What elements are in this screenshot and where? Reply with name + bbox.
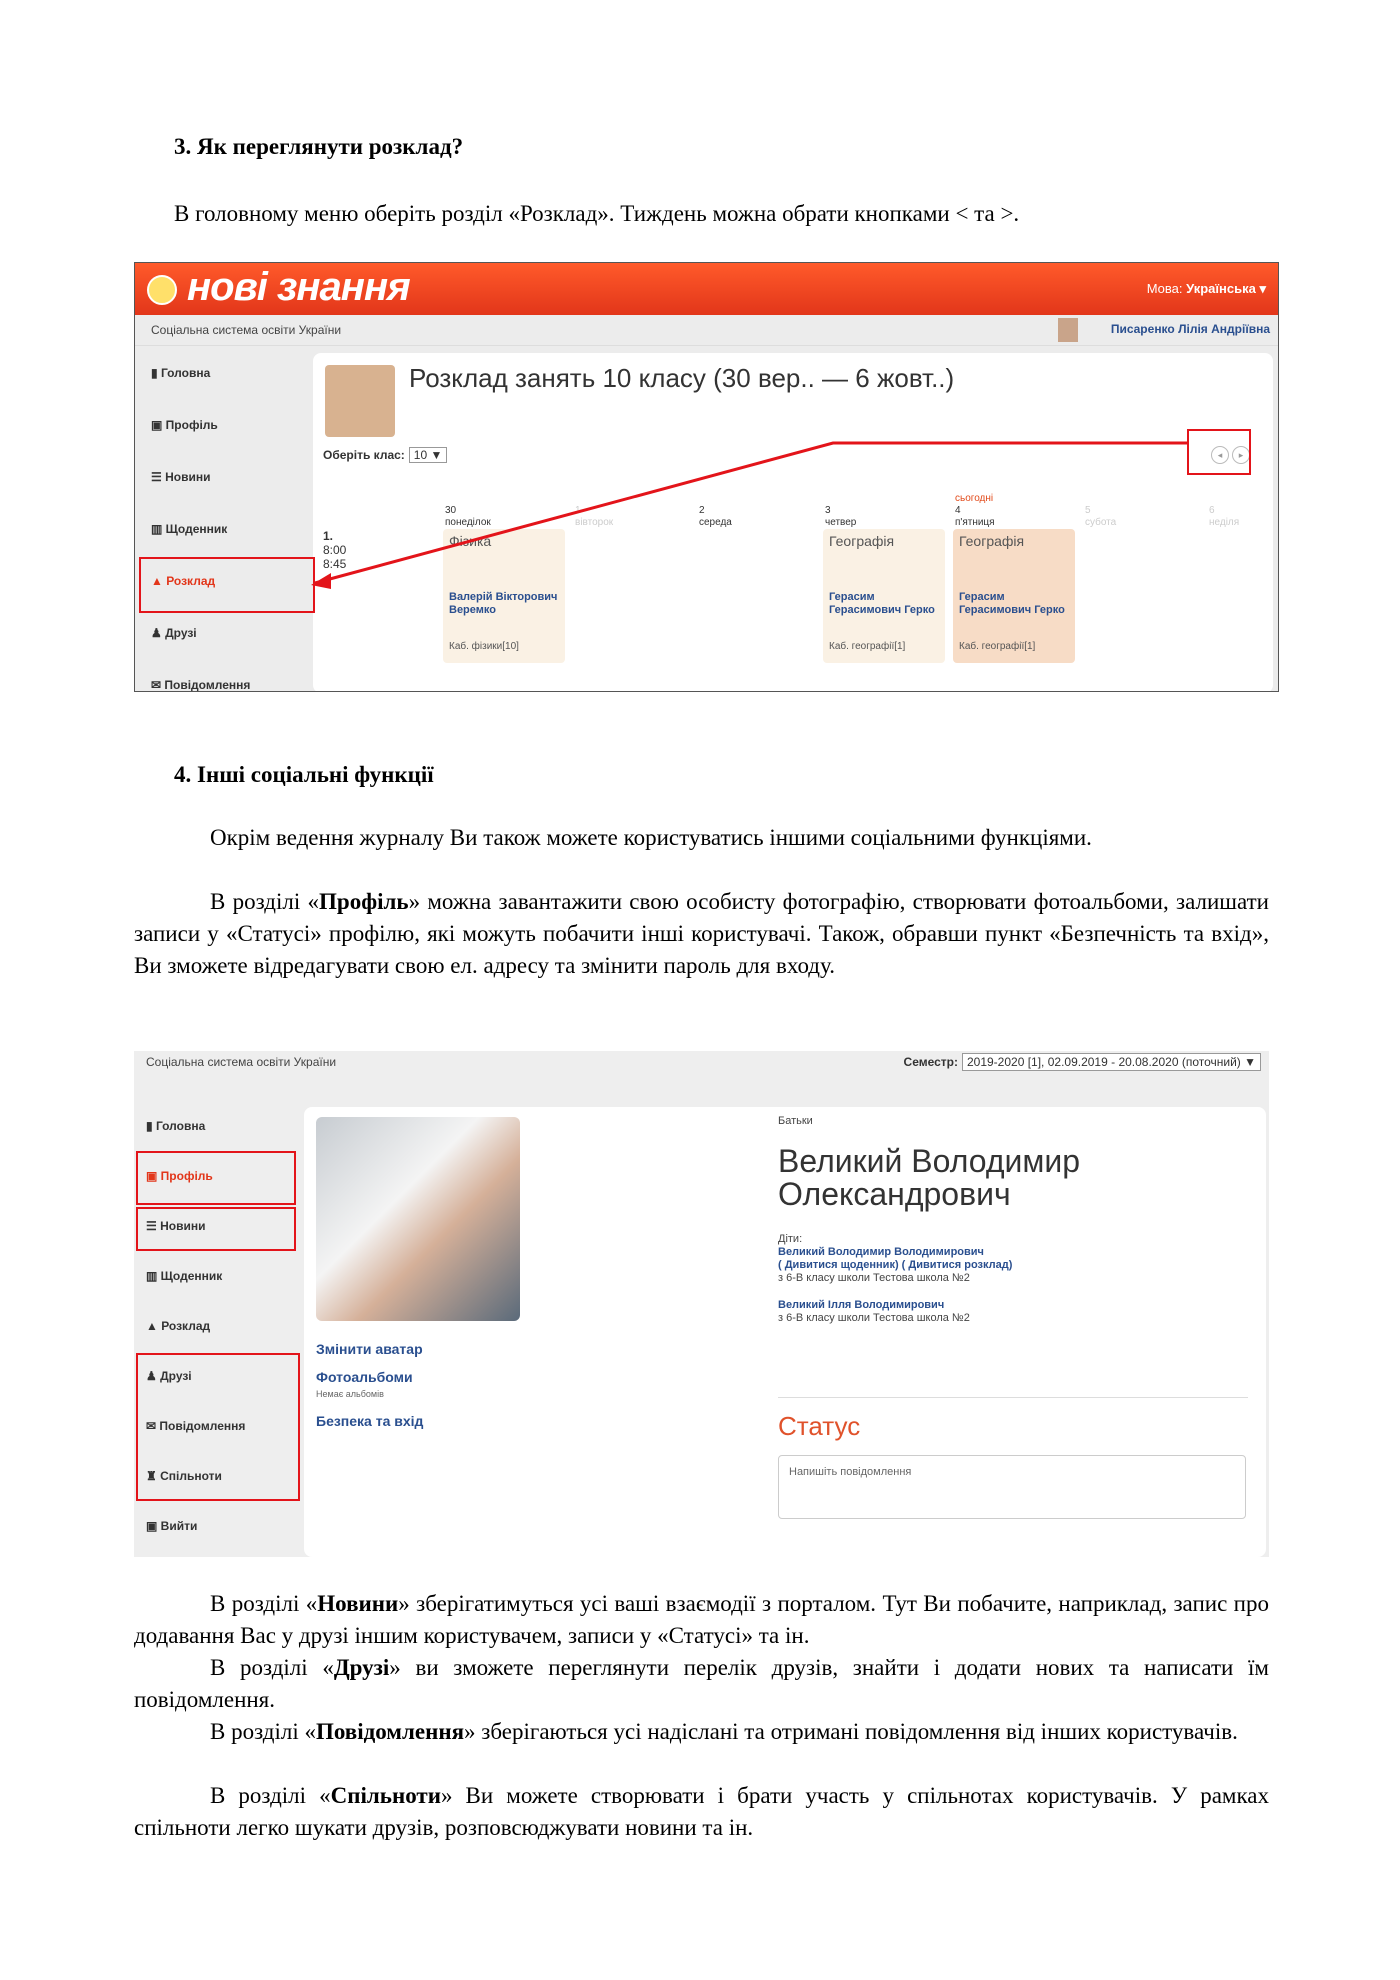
divider (778, 1397, 1248, 1398)
sidebar-item-news[interactable]: ☰ Новини (146, 1219, 206, 1233)
lesson-time: 1. 8:00 8:45 (323, 529, 347, 571)
next-week-button[interactable]: ▸ (1232, 446, 1250, 464)
user-name-link[interactable]: Писаренко Лілія Андріївна (1110, 322, 1270, 336)
highlight-news (136, 1207, 296, 1251)
lesson-card[interactable]: Географія Герасим Герасимович Герко Каб. географії[1] (823, 529, 945, 663)
language-selector[interactable]: Мова: Українська ▾ (1146, 281, 1266, 296)
logo: нові знання (187, 265, 410, 309)
sidebar-item-news[interactable]: ☰ Новини (151, 470, 211, 484)
day-header: 30 понеділок (445, 505, 491, 528)
site-subtitle: Соціальна система освіти України (151, 323, 342, 337)
prev-week-button[interactable]: ◂ (1211, 446, 1229, 464)
para-communities: В розділі «Спільноти» Ви можете створювати і брати участь у спільнотах користувачів. У рамках спільноти легко шукати друзів, розповсюджувати новини та ін. (134, 1783, 1269, 1840)
status-input[interactable]: Напишіть повідомлення (778, 1455, 1246, 1519)
section4-p1: Окрім ведення журналу Ви також можете користуватись іншими соціальними функціями. (210, 825, 1092, 850)
para-friends: В розділі «Друзі» ви зможете переглянути перелік друзів, знайти і додати нових та написати їм повідомлення. (134, 1655, 1269, 1712)
arrow (135, 263, 1278, 691)
sidebar-item-schedule[interactable]: ▲ Розклад (151, 574, 216, 588)
day-header: 2 середа (699, 505, 732, 528)
change-avatar-link[interactable]: Змінити аватар (316, 1341, 423, 1357)
day-header: 3 четвер (825, 505, 857, 528)
sidebar-item-messages[interactable]: ✉ Повідомлення (151, 678, 251, 692)
sidebar-item-home[interactable]: ▮ Головна (146, 1119, 206, 1133)
sidebar-item-friends[interactable]: ♟ Друзі (151, 626, 197, 640)
highlight-profile (136, 1151, 296, 1205)
para-messages: В розділі «Повідомлення» зберігаються усі надіслані та отримані повідомлення від інших користувачів. (210, 1719, 1238, 1744)
sidebar-item-home[interactable]: ▮ Головна (151, 366, 211, 380)
section4-p2: В розділі «Профіль» можна завантажити свою особисту фотографію, створювати фотоальбоми, залишати записи у «Статусі» профілю, які можуть побачити інші користувачі. Також, обравши пункт «Безпечність та вхід», Ви зможете відредагувати свою ел. адресу та змінити пароль для входу. (134, 889, 1269, 978)
lesson-card[interactable]: Фізика Валерій Вікторович Веремко Каб. фізики[10] (443, 529, 565, 663)
albums-link[interactable]: Фотоальбоми (316, 1369, 413, 1385)
sidebar-item-profile[interactable]: ▣ Профіль (151, 418, 218, 432)
schedule-screenshot (134, 262, 1279, 692)
no-albums-text: Немає альбомів (316, 1389, 384, 1399)
child-link[interactable]: Великий Володимир Володимирович (778, 1246, 984, 1258)
security-link[interactable]: Безпека та вхід (316, 1413, 424, 1429)
day-header: 1 вівторок (575, 505, 614, 528)
today-label: сьогодні (955, 493, 994, 504)
profile-photo (316, 1117, 520, 1321)
child-class: з 6-В класу школи Тестова школа №2 (778, 1312, 970, 1324)
sidebar-item-communities[interactable]: ♜ Спільноти (146, 1469, 222, 1483)
schedule-title: Розклад занять 10 класу (30 вер.. — 6 жовт..) (409, 363, 955, 393)
sidebar-item-profile[interactable]: ▣ Профіль (146, 1169, 213, 1183)
section3-text: В головному меню оберіть розділ «Розклад». Тиждень можна обрати кнопками < та >. (174, 201, 1020, 226)
children-label: Діти: (778, 1233, 803, 1245)
day-header: 6 неділя (1209, 505, 1240, 528)
class-selector[interactable]: Оберіть клас: 10 ▼ (323, 447, 447, 463)
child-class: з 6-В класу школи Тестова школа №2 (778, 1272, 970, 1284)
role-label: Батьки (778, 1115, 813, 1127)
highlight-social (136, 1353, 300, 1501)
sidebar-item-friends[interactable]: ♟ Друзі (146, 1369, 192, 1383)
para-news: В розділі «Новини» зберігатимуться усі ваші взаємодії з порталом. Тут Ви побачите, наприклад, запис про додавання Вас у друзі іншим користувачем, записи у «Статусі» та ін. (134, 1591, 1269, 1648)
lesson-card[interactable]: Географія Герасим Герасимович Герко Каб. географії[1] (953, 529, 1075, 663)
section4-heading: 4. Інші соціальні функції (174, 762, 434, 787)
semester-selector[interactable]: Семестр: 2019-2020 [1], 02.09.2019 - 20.08.2020 (поточний) ▼ (904, 1053, 1261, 1071)
child-link[interactable]: Великий Ілля Володимирович (778, 1299, 945, 1311)
sidebar-item-diary[interactable]: ▥ Щоденник (151, 522, 228, 536)
sidebar-item-logout[interactable]: ▣ Вийти (146, 1519, 198, 1533)
section3-heading: 3. Як переглянути розклад? (174, 134, 464, 159)
sidebar-item-schedule[interactable]: ▲ Розклад (146, 1319, 211, 1333)
sidebar-item-diary[interactable]: ▥ Щоденник (146, 1269, 223, 1283)
profile-name: Великий Володимир Олександрович (778, 1143, 1081, 1212)
day-header: 5 субота (1085, 505, 1117, 528)
sidebar-item-messages[interactable]: ✉ Повідомлення (146, 1419, 246, 1433)
status-title: Статус (778, 1411, 861, 1441)
profile-screenshot (134, 1051, 1269, 1557)
site-subtitle: Соціальна система освіти України (146, 1055, 337, 1069)
profile-panel (304, 1107, 1266, 1557)
day-header: 4 п'ятниця (955, 505, 995, 528)
child-links[interactable]: ( Дивитися щоденник) ( Дивитися розклад) (778, 1259, 1013, 1271)
